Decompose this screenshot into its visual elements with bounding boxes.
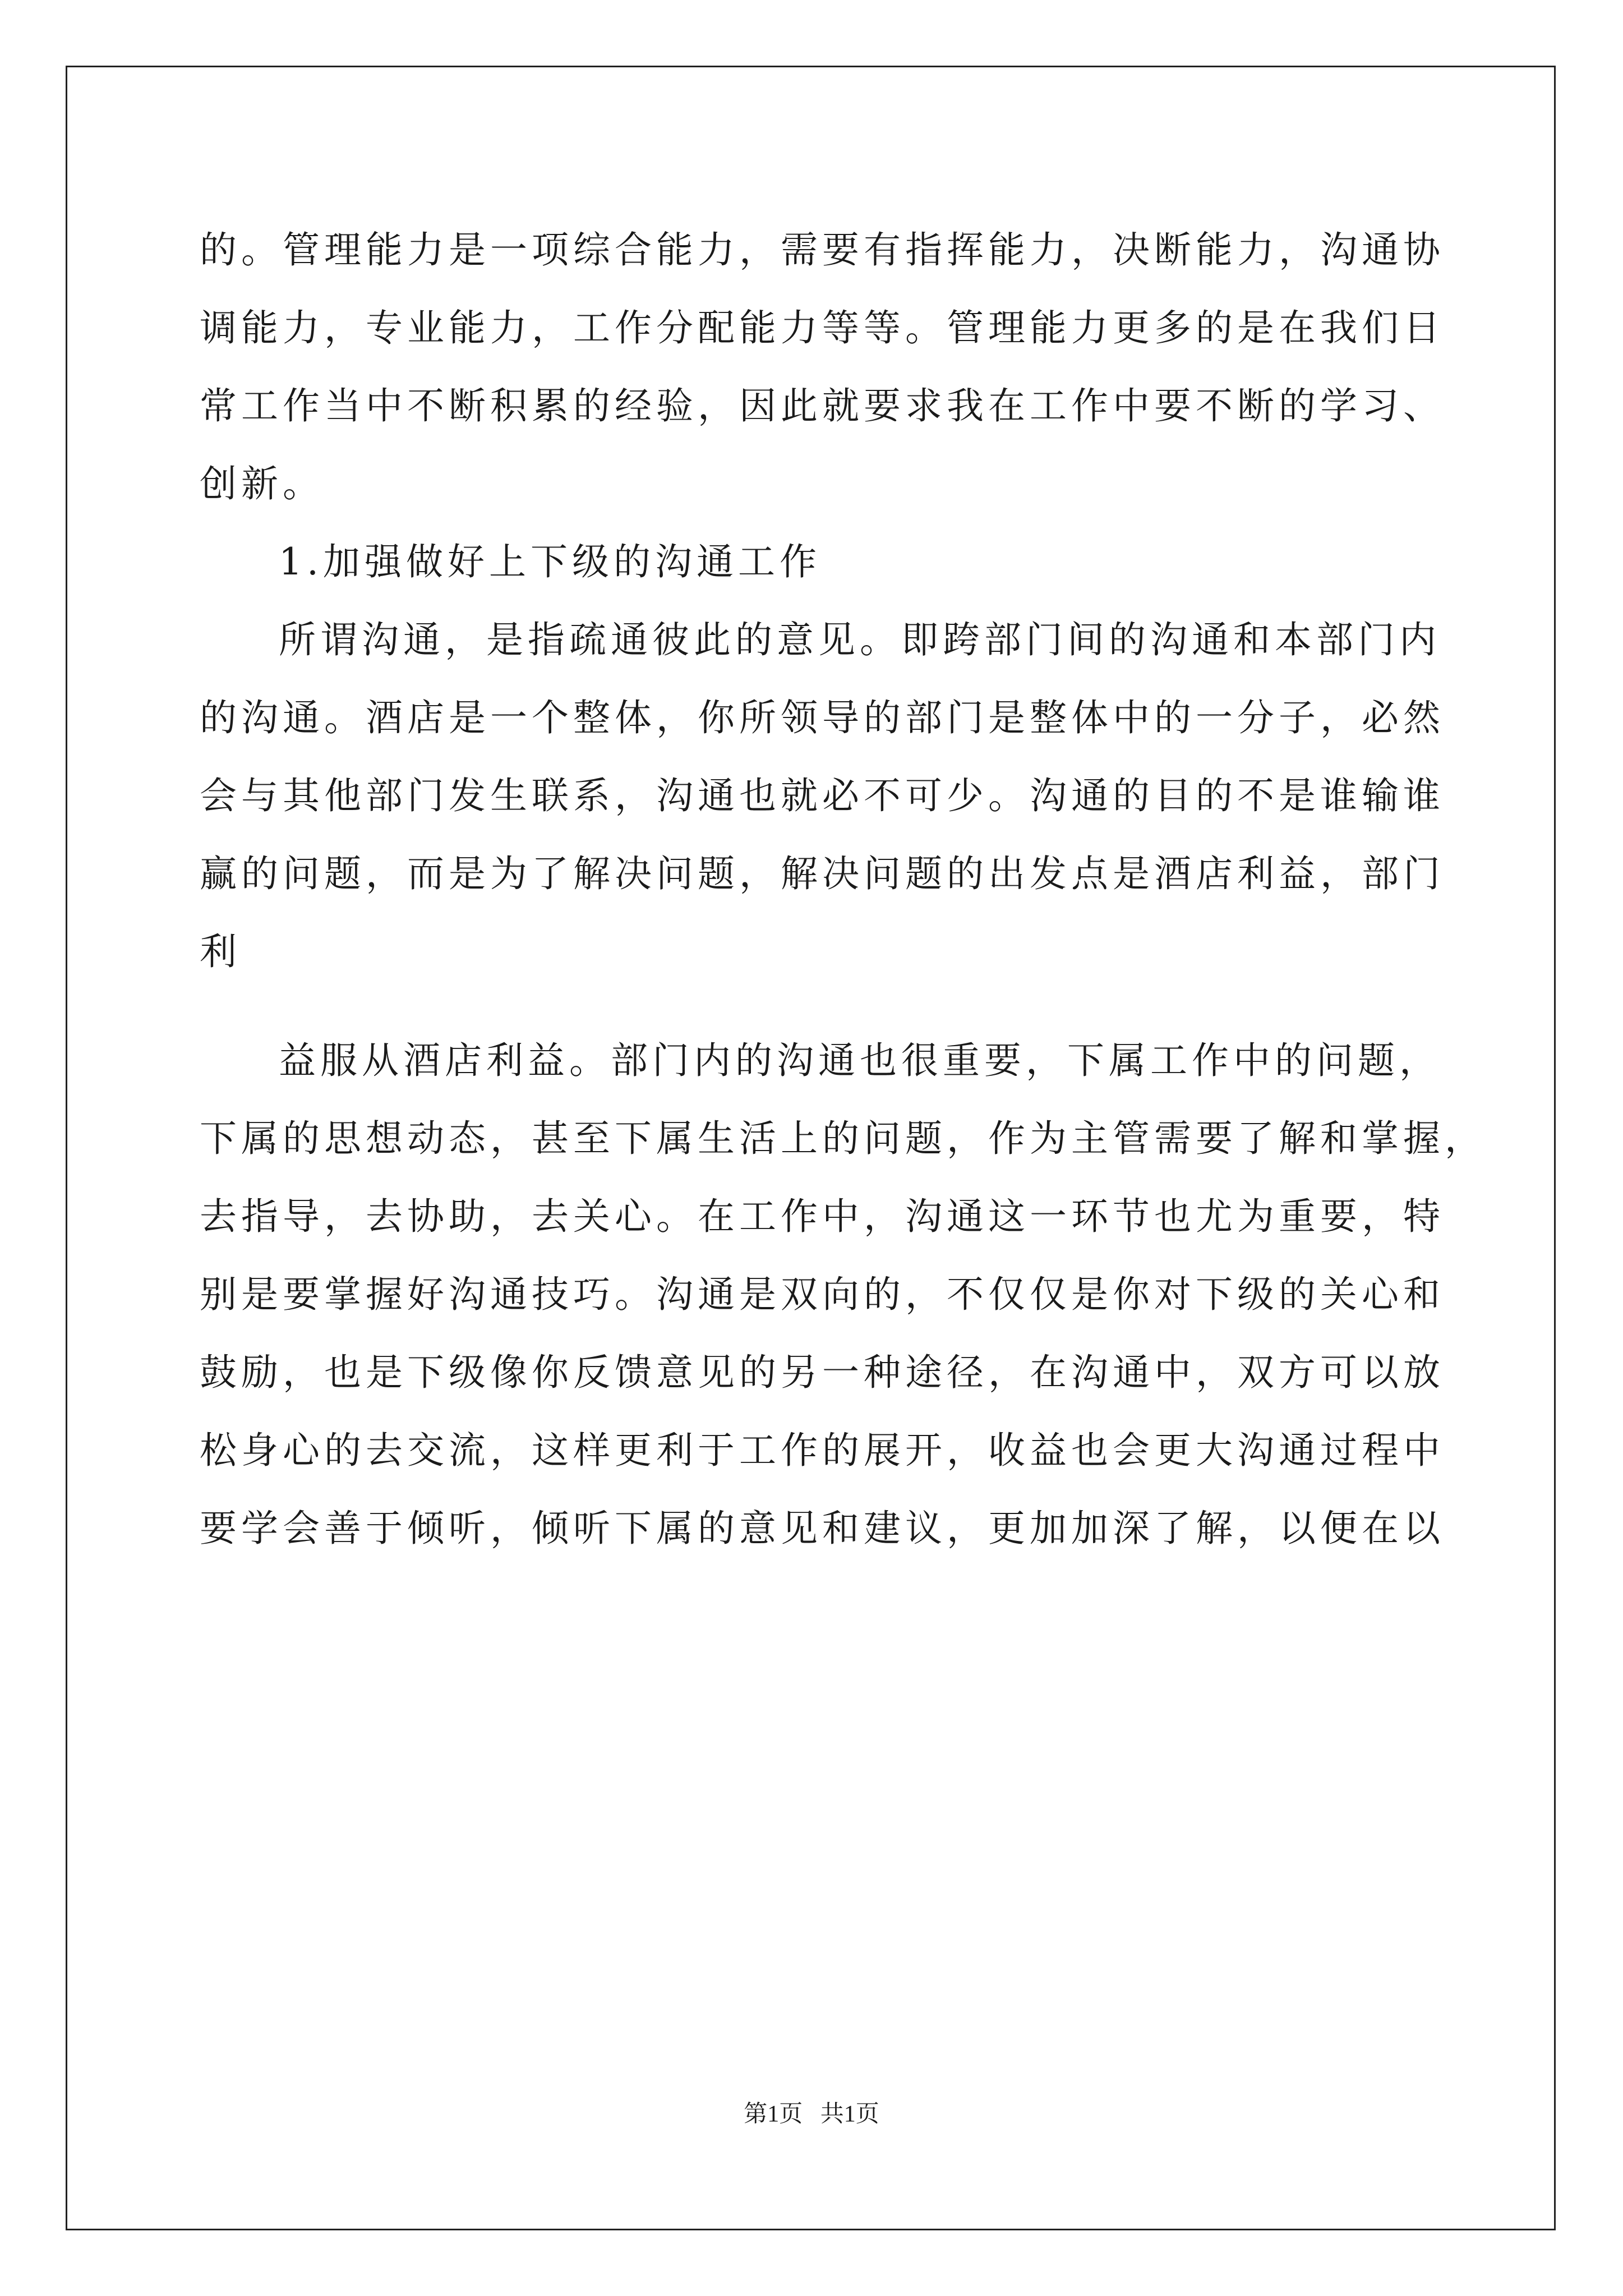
text-line: 调能力，专业能力，工作分配能力等等。管理能力更多的是在我们日 [200,306,1445,349]
text-line: 所谓沟通，是指疏通彼此的意见。即跨部门间的沟通和本部门内 [279,618,1441,661]
text-line: 松身心的去交流，这样更利于工作的展开，收益也会更大沟通过程中 [200,1429,1445,1472]
text-line: 的。管理能力是一项综合能力，需要有指挥能力，决断能力，沟通协 [200,228,1445,272]
text-line: 别是要掌握好沟通技巧。沟通是双向的，不仅仅是你对下级的关心和 [200,1273,1445,1316]
section-heading: 1.加强做好上下级的沟通工作 [279,540,821,583]
page-footer: 第1页 共1页 [744,2101,879,2127]
text-line: 创新。 [200,462,324,505]
text-line: 的沟通。酒店是一个整体，你所领导的部门是整体中的一分子，必然 [200,696,1445,739]
text-line: 鼓励，也是下级像你反馈意见的另一种途径，在沟通中，双方可以放 [200,1351,1445,1394]
text-line: 去指导，去协助，去关心。在工作中，沟通这一环节也尤为重要，特 [200,1195,1445,1238]
text-line: 利 [200,930,241,973]
text-line: 要学会善于倾听，倾听下属的意见和建议，更加加深了解，以便在以 [200,1507,1445,1550]
text-line: 益服从酒店利益。部门内的沟通也很重要，下属工作中的问题， [279,1039,1441,1082]
text-line: 下属的思想动态，甚至下属生活上的问题，作为主管需要了解和掌握， [200,1117,1486,1160]
text-line: 会与其他部门发生联系，沟通也就必不可少。沟通的目的不是谁输谁 [200,774,1445,817]
text-line: 常工作当中不断积累的经验，因此就要求我在工作中要不断的学习、 [200,384,1445,427]
text-line: 赢的问题，而是为了解决问题，解决问题的出发点是酒店利益，部门 [200,852,1445,895]
